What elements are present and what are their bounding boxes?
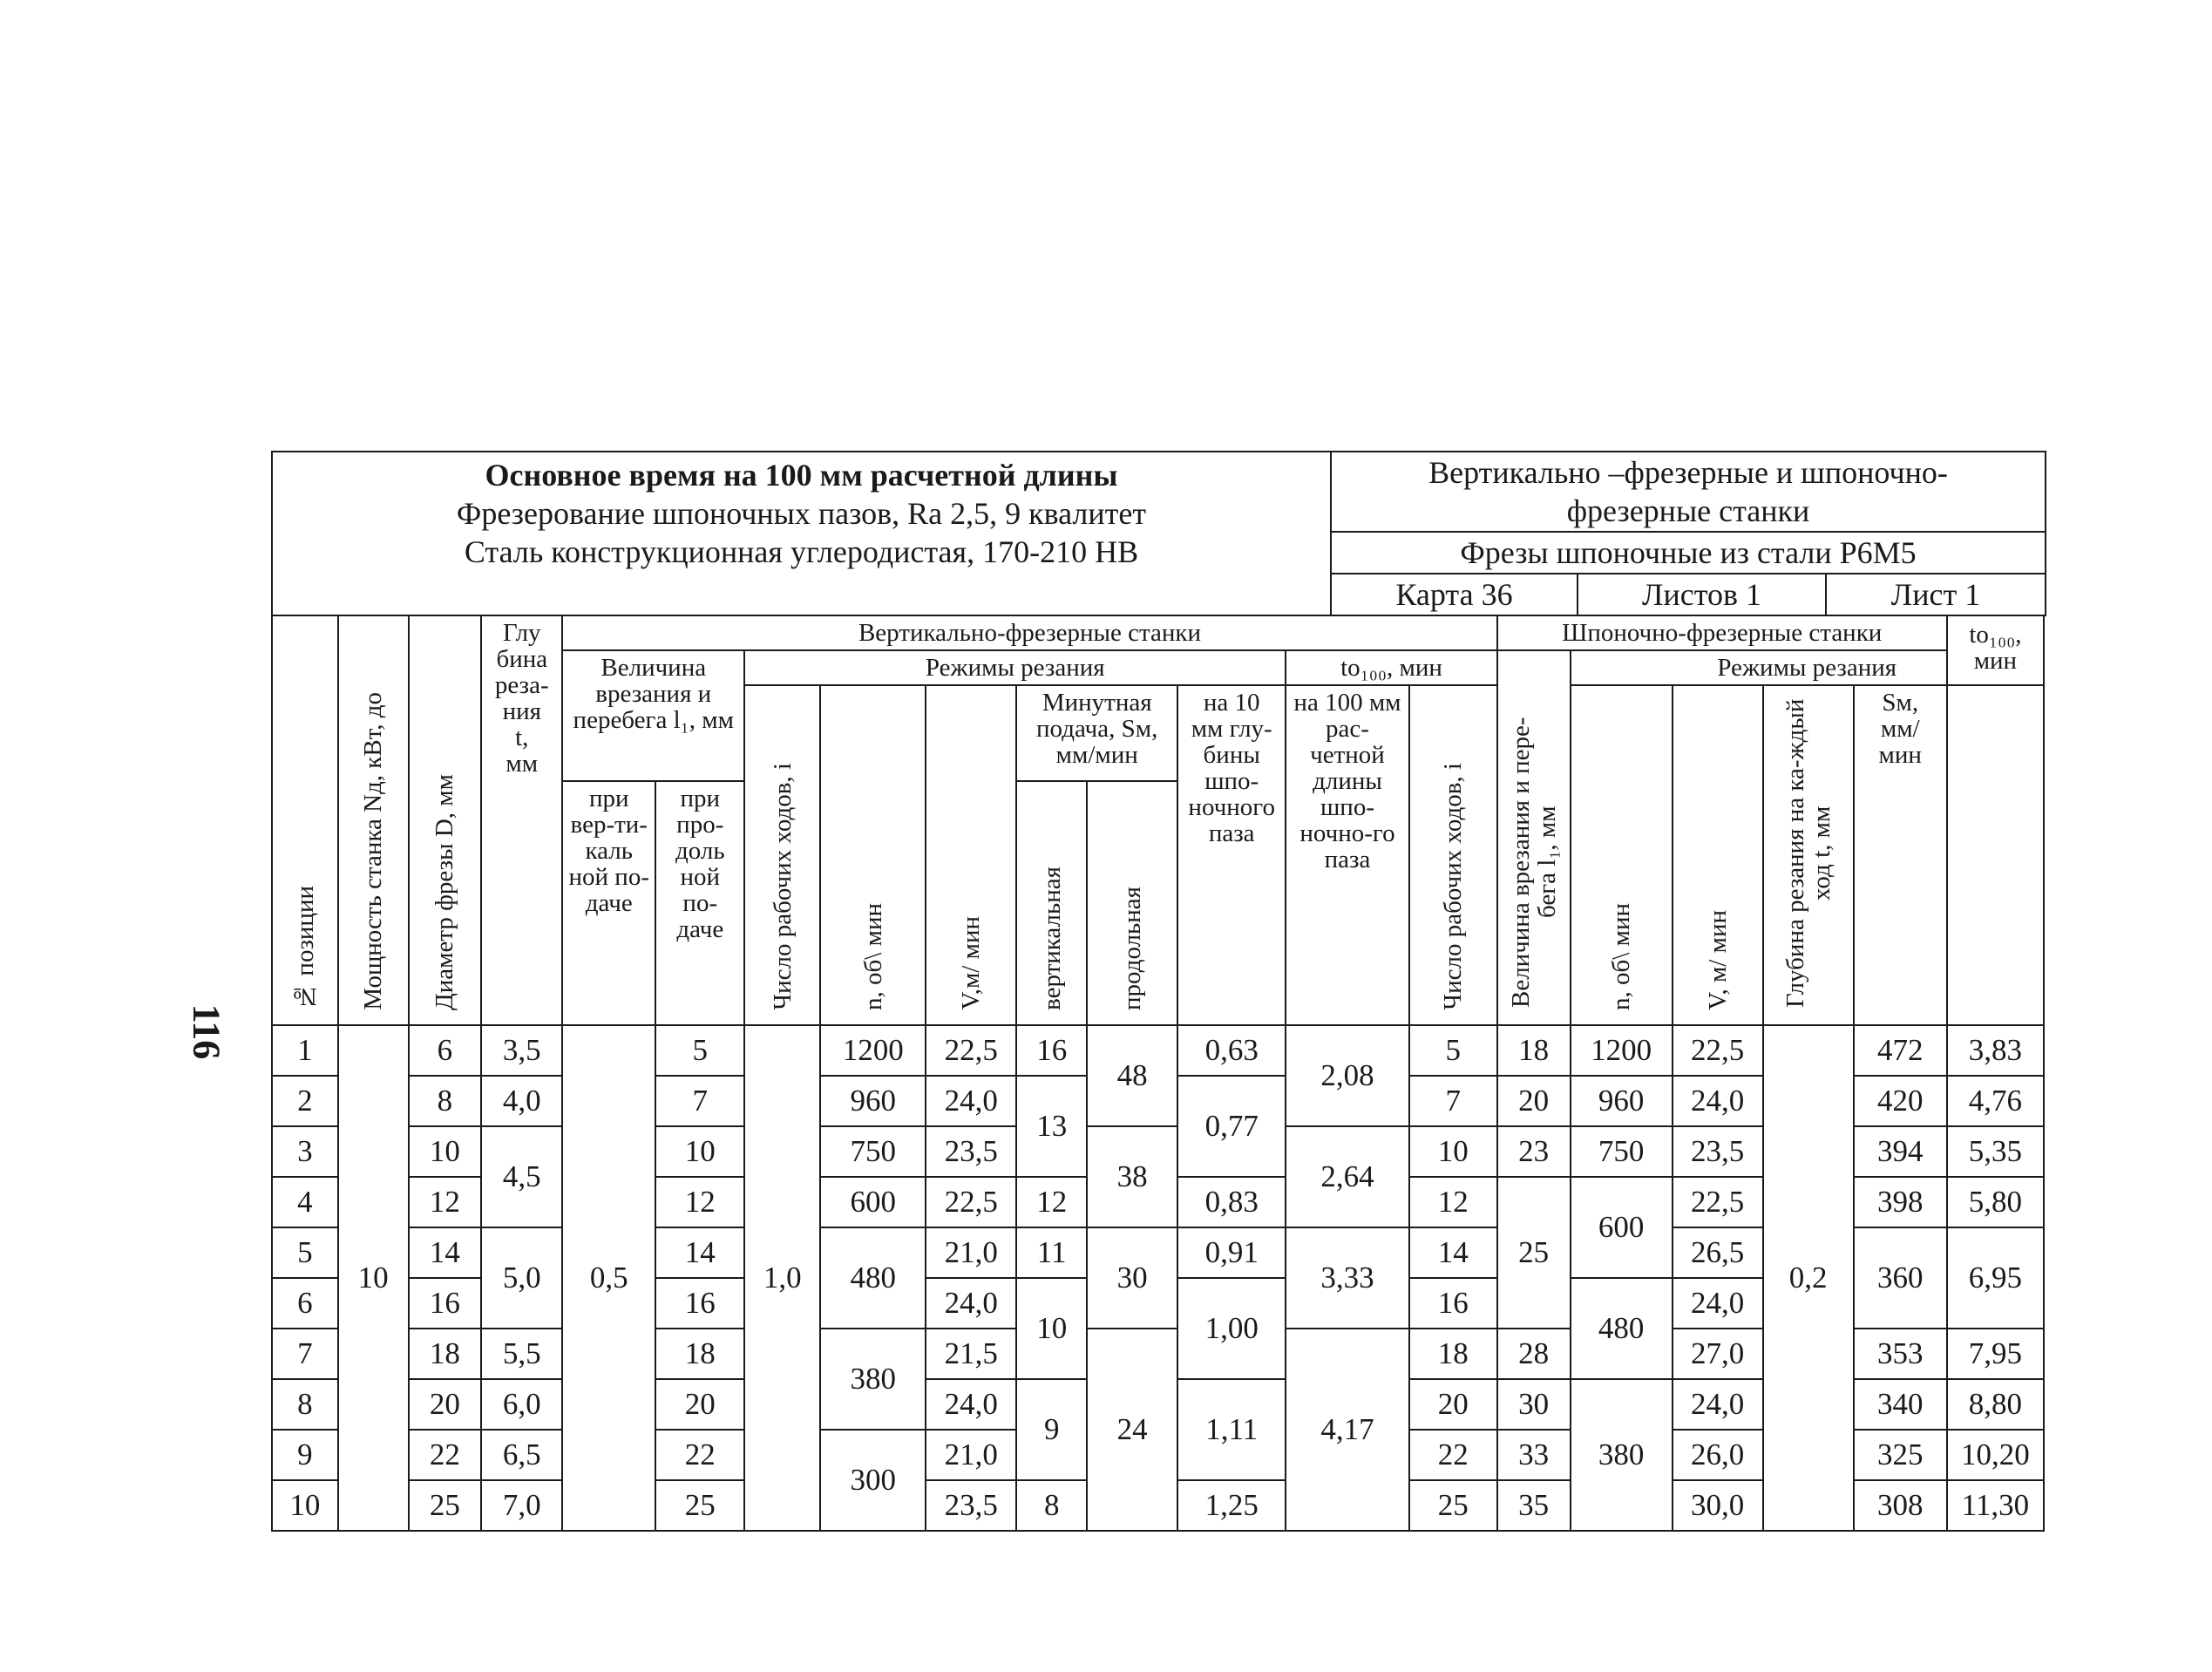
cell-k-sm: 325 bbox=[1854, 1430, 1947, 1480]
cell-l-long: 7 bbox=[655, 1076, 744, 1126]
cell-l-long: 14 bbox=[655, 1227, 744, 1278]
cell-pos: 4 bbox=[272, 1177, 338, 1227]
cell-sm-l: 24 bbox=[1087, 1329, 1177, 1531]
cell-k-i: 33 bbox=[1497, 1430, 1571, 1480]
cell-k-v: 24,0 bbox=[1673, 1076, 1763, 1126]
cell-k-sm: 340 bbox=[1854, 1379, 1947, 1430]
cell-t: 4,0 bbox=[481, 1076, 562, 1126]
cell-n: 380 bbox=[820, 1329, 926, 1430]
col-feed: Минутная подача, Sм, мм/мин bbox=[1016, 685, 1177, 781]
cell-k-v: 24,0 bbox=[1673, 1379, 1763, 1430]
cell-k-sm: 420 bbox=[1854, 1076, 1947, 1126]
cell-v: 21,0 bbox=[926, 1430, 1016, 1480]
cell-k-n: 960 bbox=[1571, 1076, 1673, 1126]
cell-v: 24,0 bbox=[926, 1076, 1016, 1126]
cell-k-v: 26,0 bbox=[1673, 1430, 1763, 1480]
norm-sheet bbox=[271, 451, 2045, 1532]
cell-v: 23,5 bbox=[926, 1480, 1016, 1531]
col-infeed-longitudinal: при про-доль ной по-даче bbox=[655, 781, 744, 1025]
cell-sm-v: 16 bbox=[1016, 1025, 1087, 1076]
cell-k-l: 25 bbox=[1409, 1480, 1497, 1531]
col-k-to100: to₁₀₀, мин bbox=[1947, 615, 2044, 685]
cell-d: 20 bbox=[409, 1379, 482, 1430]
cell-k-i: 23 bbox=[1497, 1126, 1571, 1177]
col-to-10: на 10 мм глу-бины шпо-ночного паза bbox=[1177, 685, 1286, 1025]
col-feed-vertical: вертикальная bbox=[1016, 781, 1087, 1025]
cell-pos: 1 bbox=[272, 1025, 338, 1076]
cell-n: 960 bbox=[820, 1076, 926, 1126]
cell-d: 6 bbox=[409, 1025, 482, 1076]
col-k-sm: Sм, мм/ мин bbox=[1854, 685, 1947, 1025]
cell-to10: 0,83 bbox=[1177, 1177, 1286, 1227]
col-infeed-vertical: при вер-ти-каль ной по-даче bbox=[562, 781, 655, 1025]
col-v: V,м/ мин bbox=[926, 685, 1016, 1025]
cell-t: 6,5 bbox=[481, 1430, 562, 1480]
cell-k-v: 22,5 bbox=[1673, 1177, 1763, 1227]
cell-l-vert: 0,5 bbox=[562, 1025, 655, 1531]
cell-sm-l: 38 bbox=[1087, 1126, 1177, 1227]
col-passes: Число рабочих ходов, i bbox=[744, 685, 820, 1025]
cell-passes: 1,0 bbox=[744, 1025, 820, 1531]
col-k-passes: Число рабочих ходов, i bbox=[1409, 685, 1497, 1025]
cell-sm-l: 48 bbox=[1087, 1025, 1177, 1126]
cell-to100: 2,08 bbox=[1286, 1025, 1408, 1126]
cell-k-sm: 360 bbox=[1854, 1227, 1947, 1329]
sheets-count-cell: Листов 1 bbox=[1578, 574, 1826, 615]
col-k-to-empty bbox=[1947, 685, 2044, 1025]
cell-pos: 8 bbox=[272, 1379, 338, 1430]
cell-k-v: 27,0 bbox=[1673, 1329, 1763, 1379]
col-power: Мощность станка Nд, кВт, до bbox=[338, 615, 409, 1025]
table-row bbox=[272, 1025, 2044, 1076]
cell-k-i: 28 bbox=[1497, 1329, 1571, 1379]
col-diameter: Диаметр фрезы D, мм bbox=[409, 615, 482, 1025]
cell-t: 3,5 bbox=[481, 1025, 562, 1076]
cell-k-sm: 394 bbox=[1854, 1126, 1947, 1177]
cell-d: 25 bbox=[409, 1480, 482, 1531]
col-k-infeed: Величина врезания и пере-бега l₁, мм bbox=[1497, 650, 1571, 1025]
cell-k-sm: 398 bbox=[1854, 1177, 1947, 1227]
cell-v: 21,0 bbox=[926, 1227, 1016, 1278]
cell-k-l: 12 bbox=[1409, 1177, 1497, 1227]
cell-l-long: 25 bbox=[655, 1480, 744, 1531]
cell-sm-v: 13 bbox=[1016, 1076, 1087, 1177]
cell-k-l: 18 bbox=[1409, 1329, 1497, 1379]
cell-to10: 0,91 bbox=[1177, 1227, 1286, 1278]
cell-v: 23,5 bbox=[926, 1126, 1016, 1177]
cell-v: 22,5 bbox=[926, 1025, 1016, 1076]
cell-k-to: 5,80 bbox=[1947, 1177, 2044, 1227]
cell-k-i: 18 bbox=[1497, 1025, 1571, 1076]
cell-n: 300 bbox=[820, 1430, 926, 1531]
cutters-cell: Фрезы шпоночные из стали Р6М5 bbox=[1331, 532, 2046, 574]
cell-pos: 3 bbox=[272, 1126, 338, 1177]
cell-to10: 1,25 bbox=[1177, 1480, 1286, 1531]
cell-n: 480 bbox=[820, 1227, 926, 1329]
machines-cell: Вертикально –фрезерные и шпоночно-фрезерные станки bbox=[1331, 452, 2046, 532]
cell-k-to: 6,95 bbox=[1947, 1227, 2044, 1329]
cell-t: 5,5 bbox=[481, 1329, 562, 1379]
col-k-n: n, об\ мин bbox=[1571, 685, 1673, 1025]
cell-to10: 1,00 bbox=[1177, 1278, 1286, 1379]
cell-n: 1200 bbox=[820, 1025, 926, 1076]
cell-to10: 1,11 bbox=[1177, 1379, 1286, 1480]
cell-d: 16 bbox=[409, 1278, 482, 1329]
col-feed-longitudinal: продольная bbox=[1087, 781, 1177, 1025]
col-to-100: на 100 мм рас-четной длины шпо-ночно-го паза bbox=[1286, 685, 1408, 1025]
cell-k-v: 26,5 bbox=[1673, 1227, 1763, 1278]
header-table bbox=[271, 451, 2046, 616]
cell-to100: 3,33 bbox=[1286, 1227, 1408, 1329]
subtitle-operation: Фрезерование шпоночных пазов, Ra 2,5, 9 квалитет bbox=[456, 496, 1147, 531]
cell-pos: 6 bbox=[272, 1278, 338, 1329]
cell-k-l: 7 bbox=[1409, 1076, 1497, 1126]
sheet-number-cell: Лист 1 bbox=[1826, 574, 2046, 615]
cell-l-long: 10 bbox=[655, 1126, 744, 1177]
cell-l-long: 18 bbox=[655, 1329, 744, 1379]
cell-sm-v: 12 bbox=[1016, 1177, 1087, 1227]
cell-l-long: 12 bbox=[655, 1177, 744, 1227]
cell-n: 600 bbox=[820, 1177, 926, 1227]
cell-l-long: 5 bbox=[655, 1025, 744, 1076]
cell-sm-v: 8 bbox=[1016, 1480, 1087, 1531]
cell-v: 21,5 bbox=[926, 1329, 1016, 1379]
cell-sm-v: 11 bbox=[1016, 1227, 1087, 1278]
cell-k-n: 480 bbox=[1571, 1278, 1673, 1379]
main-title: Основное время на 100 мм расчетной длины bbox=[485, 458, 1118, 493]
col-n: n, об\ мин bbox=[820, 685, 926, 1025]
cell-k-sm: 308 bbox=[1854, 1480, 1947, 1531]
cell-l-long: 22 bbox=[655, 1430, 744, 1480]
cell-k-l: 10 bbox=[1409, 1126, 1497, 1177]
cell-k-l: 14 bbox=[1409, 1227, 1497, 1278]
cell-k-sm: 353 bbox=[1854, 1329, 1947, 1379]
col-infeed: Величина врезания и перебега l₁, мм bbox=[562, 650, 744, 781]
group-k-modes: Режимы резания bbox=[1571, 650, 2044, 685]
cell-d: 18 bbox=[409, 1329, 482, 1379]
cell-k-n: 600 bbox=[1571, 1177, 1673, 1278]
cell-k-l: 20 bbox=[1409, 1379, 1497, 1430]
data-table bbox=[271, 615, 2045, 1532]
cell-d: 10 bbox=[409, 1126, 482, 1177]
group-to100: to₁₀₀, мин bbox=[1286, 650, 1496, 685]
cell-k-n: 750 bbox=[1571, 1126, 1673, 1177]
cell-k-i: 25 bbox=[1497, 1177, 1571, 1329]
cell-to100: 2,64 bbox=[1286, 1126, 1408, 1227]
cell-to10: 0,77 bbox=[1177, 1076, 1286, 1177]
page-number: 116 bbox=[185, 1003, 228, 1060]
cell-v: 22,5 bbox=[926, 1177, 1016, 1227]
group-keyway: Шпоночно-фрезерные станки bbox=[1497, 615, 1947, 650]
cell-k-v: 23,5 bbox=[1673, 1126, 1763, 1177]
cell-k-sm: 472 bbox=[1854, 1025, 1947, 1076]
col-k-v: V, м/ мин bbox=[1673, 685, 1763, 1025]
cell-d: 12 bbox=[409, 1177, 482, 1227]
cell-k-to: 10,20 bbox=[1947, 1430, 2044, 1480]
cell-k-i: 30 bbox=[1497, 1379, 1571, 1430]
cell-d: 8 bbox=[409, 1076, 482, 1126]
cell-k-v: 24,0 bbox=[1673, 1278, 1763, 1329]
cell-l-long: 16 bbox=[655, 1278, 744, 1329]
cell-to100: 4,17 bbox=[1286, 1329, 1408, 1531]
cell-k-i: 35 bbox=[1497, 1480, 1571, 1531]
cell-k-l: 5 bbox=[1409, 1025, 1497, 1076]
cell-k-to: 5,35 bbox=[1947, 1126, 2044, 1177]
cell-t: 7,0 bbox=[481, 1480, 562, 1531]
cell-d: 14 bbox=[409, 1227, 482, 1278]
cell-pos: 7 bbox=[272, 1329, 338, 1379]
cell-sm-v: 9 bbox=[1016, 1379, 1087, 1480]
cell-sm-v: 10 bbox=[1016, 1278, 1087, 1379]
cell-k-v: 22,5 bbox=[1673, 1025, 1763, 1076]
cell-l-long: 20 bbox=[655, 1379, 744, 1430]
cell-n: 750 bbox=[820, 1126, 926, 1177]
cell-pos: 5 bbox=[272, 1227, 338, 1278]
cell-k-l: 16 bbox=[1409, 1278, 1497, 1329]
cell-k-n: 1200 bbox=[1571, 1025, 1673, 1076]
group-modes: Режимы резания bbox=[744, 650, 1286, 685]
col-k-depth: Глубина резания на ка-ждый ход t, мм bbox=[1763, 685, 1854, 1025]
cell-k-to: 7,95 bbox=[1947, 1329, 2044, 1379]
cell-k-to: 8,80 bbox=[1947, 1379, 2044, 1430]
subtitle-material: Сталь конструкционная углеродистая, 170-210 НВ bbox=[464, 534, 1139, 569]
cell-pos: 9 bbox=[272, 1430, 338, 1480]
cell-t: 4,5 bbox=[481, 1126, 562, 1227]
title-block bbox=[272, 452, 1331, 615]
col-depth: Глу бина реза-ния t, мм bbox=[481, 615, 562, 1025]
col-position: № позиции bbox=[272, 615, 338, 1025]
cell-k-v: 30,0 bbox=[1673, 1480, 1763, 1531]
cell-t: 5,0 bbox=[481, 1227, 562, 1329]
cell-t: 6,0 bbox=[481, 1379, 562, 1430]
cell-v: 24,0 bbox=[926, 1278, 1016, 1329]
cell-k-i: 20 bbox=[1497, 1076, 1571, 1126]
cell-k-depth: 0,2 bbox=[1763, 1025, 1854, 1531]
group-vertical: Вертикально-фрезерные станки bbox=[562, 615, 1496, 650]
cell-pos: 2 bbox=[272, 1076, 338, 1126]
cell-k-l: 22 bbox=[1409, 1430, 1497, 1480]
cell-d: 22 bbox=[409, 1430, 482, 1480]
cell-k-n: 380 bbox=[1571, 1379, 1673, 1531]
cell-pos: 10 bbox=[272, 1480, 338, 1531]
card-cell: Карта 36 bbox=[1331, 574, 1578, 615]
cell-v: 24,0 bbox=[926, 1379, 1016, 1430]
cell-k-to: 4,76 bbox=[1947, 1076, 2044, 1126]
cell-power: 10 bbox=[338, 1025, 409, 1531]
cell-k-to: 3,83 bbox=[1947, 1025, 2044, 1076]
cell-k-to: 11,30 bbox=[1947, 1480, 2044, 1531]
cell-to10: 0,63 bbox=[1177, 1025, 1286, 1076]
cell-sm-l: 30 bbox=[1087, 1227, 1177, 1329]
